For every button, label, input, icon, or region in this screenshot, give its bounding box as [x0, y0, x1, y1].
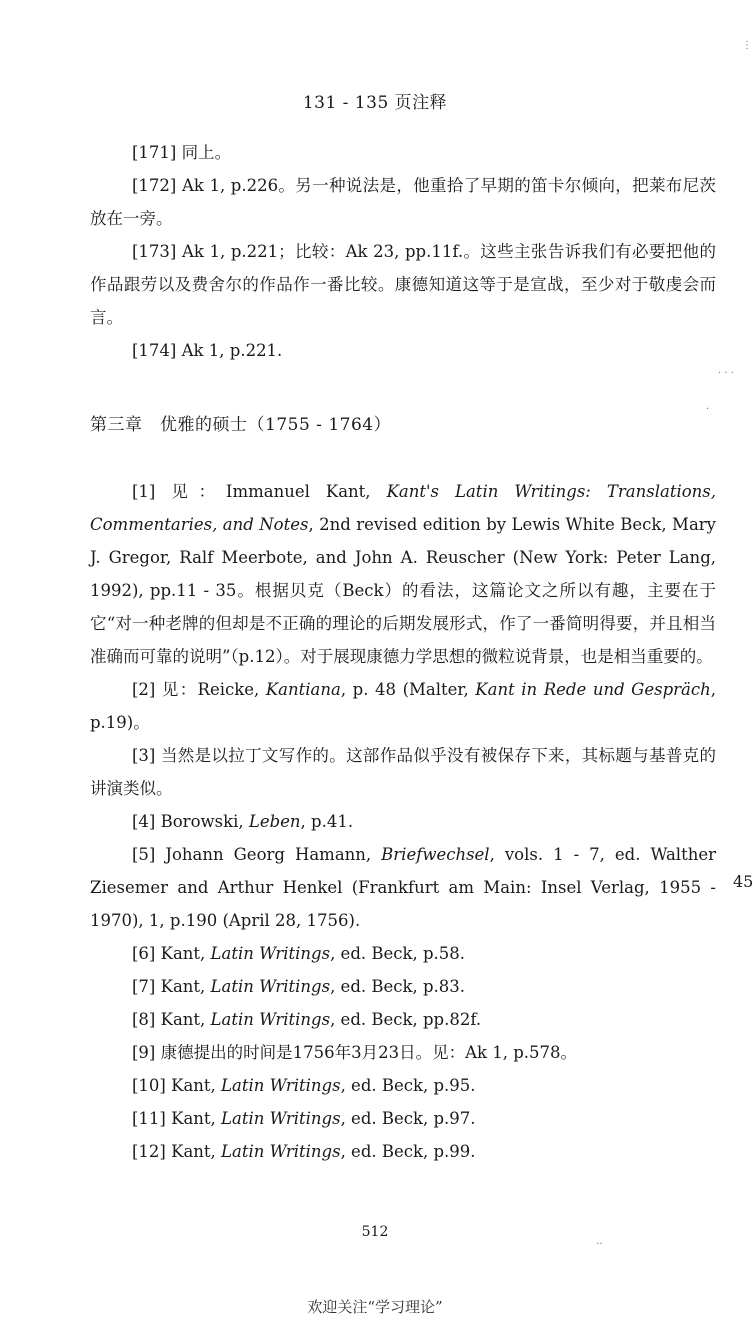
note-5-title: Briefwechsel: [381, 845, 490, 864]
note-6: [90, 937, 716, 970]
scan-speck: ⋮: [742, 40, 752, 51]
note-6-text-c: , ed. Beck, p.58.: [330, 944, 466, 963]
note-1-title: Kant's Latin Writings: Translations, Commentaries, and Notes: [90, 482, 716, 534]
note-3: [3] 当然是以拉丁文写作的。这部作品似乎没有被保存下来，其标题与基普克的讲演类似。: [90, 746, 716, 798]
note-10-title: Latin Writings: [221, 1076, 341, 1095]
page-number: 512: [361, 1224, 389, 1240]
note-172: [172] Ak 1, p.226。另一种说法是，他重拾了早期的笛卡尔倾向，把莱布尼茨放在一旁。: [90, 176, 716, 228]
note-10: [90, 1069, 716, 1102]
note-2-text-a: [2] 见：Reicke,: [132, 680, 266, 699]
note-5: [90, 838, 716, 937]
note-12-title: Latin Writings: [221, 1142, 341, 1161]
note-2-title: Kantiana: [265, 680, 341, 699]
note-7-text-c: , ed. Beck, p.83.: [330, 977, 466, 996]
note-7-text-a: [7] Kant,: [132, 977, 211, 996]
chapter-title: 第三章 优雅的硕士（1755 - 1764）: [90, 415, 392, 435]
scan-speck: · · ·: [718, 368, 734, 379]
note-5-text-a: [5] Johann Georg Hamann,: [132, 845, 382, 864]
note-171: [171] 同上。: [132, 143, 232, 162]
note-2-text-e: , p.19)。: [90, 680, 717, 732]
note-11: [90, 1102, 716, 1135]
note-11-text-a: [11] Kant,: [132, 1109, 222, 1128]
footer-text: 欢迎关注“学习理论”: [307, 1298, 443, 1316]
note-7: [90, 970, 716, 1003]
note-1-text-a: [1] 见：Immanuel Kant,: [132, 482, 387, 501]
scan-speck: ·: [706, 404, 710, 415]
note-6-text-a: [6] Kant,: [132, 944, 211, 963]
note-11-text-c: , ed. Beck, p.97.: [340, 1109, 476, 1128]
note-2: [90, 673, 716, 739]
running-header: 131 - 135 页注释: [302, 93, 448, 113]
note-7-title: Latin Writings: [210, 977, 331, 996]
note-2-text-c: , p. 48 (Malter,: [340, 680, 476, 699]
note-4: [90, 805, 716, 838]
note-1-text-c: , 2nd revised edition by Lewis White Beck, Mary J. Gregor, Ralf Meerbote, and John A. Reuscher (New York: Peter Lang, 1992), pp.11 - 35。根据贝克（Beck）的看法，这篇论文之所以有趣，主要在于它“对一种老牌的但却是不正确的理论的后期发展形式，作了一番简明得要，并且相当准确而可靠的说明”（p.12）。对于展现康德力学思想的微粒说背景，也是相当重要的。: [90, 515, 716, 666]
note-10-text-c: , ed. Beck, p.95.: [340, 1076, 476, 1095]
notes-top: [90, 136, 716, 367]
note-10-text-a: [10] Kant,: [132, 1076, 222, 1095]
margin-page-number: 45: [733, 872, 753, 891]
note-8: [90, 1003, 716, 1036]
note-4-text-a: [4] Borowski,: [132, 812, 249, 831]
note-173: [173] Ak 1, p.221；比较：Ak 23, pp.11f.。这些主张告诉我们有必要把他的作品跟劳以及费舍尔的作品作一番比较。康德知道这等于是宣战，至少对于敬虔会而言。: [90, 242, 716, 327]
note-8-title: Latin Writings: [210, 1010, 331, 1029]
note-8-text-c: , ed. Beck, pp.82f.: [330, 1010, 482, 1029]
note-12: [90, 1135, 716, 1168]
note-8-text-a: [8] Kant,: [132, 1010, 211, 1029]
note-6-title: Latin Writings: [210, 944, 331, 963]
note-2-title-2: Kant in Rede und Gespräch: [475, 680, 711, 699]
scan-speck: ‥: [596, 1236, 603, 1247]
note-4-text-c: , p.41.: [300, 812, 354, 831]
note-1: [90, 475, 716, 673]
note-5-text-c: , vols. 1 - 7, ed. Walther Ziesemer and Arthur Henkel (Frankfurt am Main: Insel Verlag, 1955 - 1970), 1, p.190 (April 28, 1756).: [90, 845, 716, 930]
note-4-title: Leben: [248, 812, 301, 831]
note-9: [9] 康德提出的时间是1756年3月23日。见：Ak 1, p.578。: [132, 1043, 578, 1062]
note-174: [174] Ak 1, p.221.: [132, 341, 283, 360]
note-12-text-a: [12] Kant,: [132, 1142, 222, 1161]
note-11-title: Latin Writings: [221, 1109, 341, 1128]
notes-chapter: [90, 475, 716, 1168]
note-12-text-c: , ed. Beck, p.99.: [340, 1142, 476, 1161]
